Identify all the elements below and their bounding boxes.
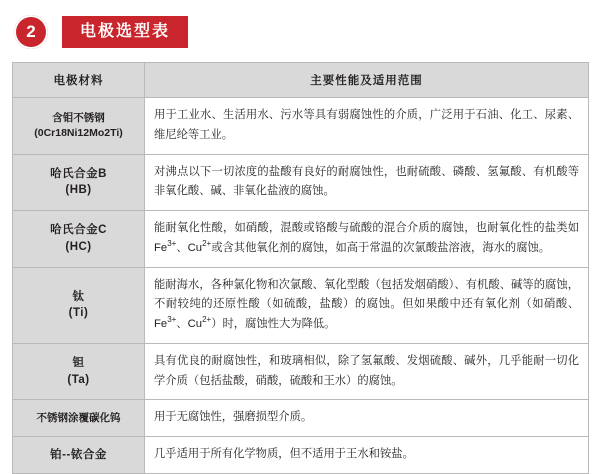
material-line: 钛: [72, 290, 85, 303]
table-body: [13, 98, 589, 474]
cell-description: 几乎适用于所有化学物质，但不适用于王水和铵盐。: [145, 437, 589, 474]
material-line: 钽: [72, 356, 85, 369]
material-line: (HB): [65, 184, 92, 197]
material-line: 哈氏合金C: [50, 224, 107, 237]
superscript-charge: 2+: [202, 315, 212, 325]
material-line: (0Cr18Ni12Mo2Ti): [34, 126, 123, 139]
table-row: [13, 267, 589, 343]
cell-material: [13, 400, 145, 437]
page-header: [14, 12, 588, 52]
cell-description: 能耐海水，各种氯化物和次氯酸、氧化型酸（包括发烟硝酸）、有机酸、碱等的腐蚀，不耐较纯的还原性酸（如硫酸，盐酸）的腐蚀。但如果酸中还有氧化剂（如硝酸、$Fe^{3+}$、$Cu^{2+}$）时，腐蚀性大为降低。: [145, 267, 589, 343]
cell-material: [13, 211, 145, 268]
superscript-charge: 3+: [167, 315, 177, 325]
material-line: 不锈钢涂覆碳化钨: [36, 411, 121, 424]
table-row: [13, 211, 589, 268]
cell-description: 用于工业水、生活用水、污水等具有弱腐蚀性的介质，广泛用于石油、化工、尿素、维尼纶等工业。: [145, 98, 589, 155]
material-line: (Ta): [67, 373, 90, 386]
table-row: [13, 343, 589, 400]
material-line: (HC): [65, 240, 92, 253]
cell-material: [13, 98, 145, 155]
cell-material: [13, 343, 145, 400]
column-header-description: 主要性能及适用范围: [145, 63, 589, 98]
cell-material: [13, 154, 145, 211]
superscript-charge: 3+: [167, 239, 177, 249]
cell-description: 对沸点以下一切浓度的盐酸有良好的耐腐蚀性，也耐硫酸、磷酸、氢氟酸、有机酸等非氧化酸、碱、非氧化盐液的腐蚀。: [145, 154, 589, 211]
material-line: 铂--铱合金: [50, 448, 107, 461]
table-head: [13, 63, 589, 98]
cell-description: 能耐氧化性酸，如硝酸，混酸或铬酸与硫酸的混合介质的腐蚀，也耐氧化性的盐类如$Fe^{3+}$、$Cu^{2+}$或含其他氧化剂的腐蚀，如高于常温的次氯酸盐溶液，海水的腐蚀。: [145, 211, 589, 268]
cell-material: [13, 437, 145, 474]
superscript-charge: 2+: [202, 239, 212, 249]
cell-material: [13, 267, 145, 343]
table-row: [13, 98, 589, 155]
table-header-row: [13, 63, 589, 98]
material-line: (Ti): [68, 307, 89, 320]
section-number-badge: 2: [14, 15, 48, 49]
cell-description: 用于无腐蚀性，强磨损型介质。: [145, 400, 589, 437]
cell-description: 具有优良的耐腐蚀性，和玻璃相似，除了氢氟酸、发烟硫酸、碱外，几乎能耐一切化学介质（包括盐酸，硝酸，硫酸和王水）的腐蚀。: [145, 343, 589, 400]
table-row: [13, 400, 589, 437]
page-title: 电极选型表: [62, 16, 188, 49]
table-row: [13, 437, 589, 474]
table-row: [13, 154, 589, 211]
column-header-material: 电极材料: [13, 63, 145, 98]
electrode-selection-table: [12, 62, 589, 474]
material-line: 含钼不锈钢: [52, 111, 105, 124]
material-line: 哈氏合金B: [50, 167, 107, 180]
